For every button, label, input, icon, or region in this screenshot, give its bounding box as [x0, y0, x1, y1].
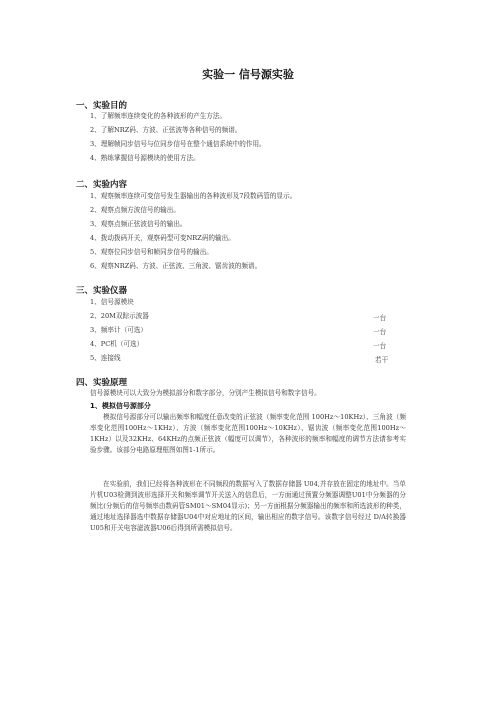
section-heading-instruments: 三、实验仪器: [76, 286, 128, 296]
list-item: 2、20M双踪示波器: [90, 312, 149, 320]
list-item: 3、理解帧同步信号与位同步信号在整个通信系统中的作用。: [90, 140, 266, 148]
list-item: 2、了解NRZ码、方波、正弦波等各种信号的频谱。: [90, 126, 242, 134]
quantity: 一台: [373, 342, 387, 350]
list-item: 1、了解频率连续变化的各种波形的产生方法。: [90, 112, 227, 120]
list-item: 1、观察频率连续可变信号发生器输出的各种波形及7段数码管的显示。: [90, 192, 297, 200]
list-item: 5、连接线: [90, 354, 121, 362]
subsection-heading: 1、模拟信号源部分: [90, 402, 151, 410]
paragraph: 在实验前，我们已经将各种波形在不同频段的数据写入了数据存储器 U04,并存放在固定的地址中。当单片机U03检测到波形选择开关和频率调节开关送入的信息后，一方面通过预置分频器调整U01中分频器的分频比(分频后的信号频率由数码管SM01～SM04显示)；另一方面根据分频器输出的频率和所选波形的种类，通过地址选择器选中数据存储器U04中对应地址的区间，输出相应的数字信号。该数字信号经过 D/A转换器U05和开关电容滤波器U06后得到所需模拟信号。: [90, 480, 406, 532]
quantity: 若干: [375, 356, 389, 364]
list-item: 4、熟练掌握信号源模块的使用方法。: [90, 154, 200, 162]
list-item: 3、频率计（可选）: [90, 326, 147, 334]
list-item: 4、拨动拨码开关，观察码型可变NRZ码的输出。: [90, 234, 235, 242]
section-heading-objectives: 一、实验目的: [76, 101, 128, 111]
list-item: 3、观察点频正弦波信号的输出。: [90, 220, 187, 228]
section-heading-content: 二、实验内容: [76, 180, 128, 190]
list-item: 6、观察NRZ码、方波、正弦波、三角波、锯齿波的频谱。: [90, 262, 262, 270]
list-item: 1、信号源模块: [90, 298, 134, 306]
list-item: 4、PC机（可选）: [90, 340, 144, 348]
section-heading-principle: 四、实验原理: [76, 378, 128, 388]
quantity: 一台: [373, 328, 387, 336]
list-item: 2、观察点频方波信号的输出。: [90, 206, 180, 214]
list-item: 5、观察位同步信号和帧同步信号的输出。: [90, 248, 213, 256]
page-title: 实验一 信号源实验: [202, 68, 294, 81]
quantity: 一台: [373, 314, 387, 322]
paragraph: 模拟信号源部分可以输出频率和幅度任意改变的正弦波（频率变化范围 100Hz～10KHz）、三角波（频率变化范围100Hz～1KHz）、方波（频率变化范围100Hz～10KHz）、锯齿波（频率变化范围100Hz～1KHz）以及32KHz、64KHz的点频正弦波（幅度可以调节），各种波形的频率和幅度的调节方法请参考实验步骤。该部分电路原理框图如图1-1所示。: [90, 413, 406, 454]
intro-text: 信号源模块可以大致分为模拟部分和数字部分，分别产生模拟信号和数字信号。: [90, 389, 321, 397]
